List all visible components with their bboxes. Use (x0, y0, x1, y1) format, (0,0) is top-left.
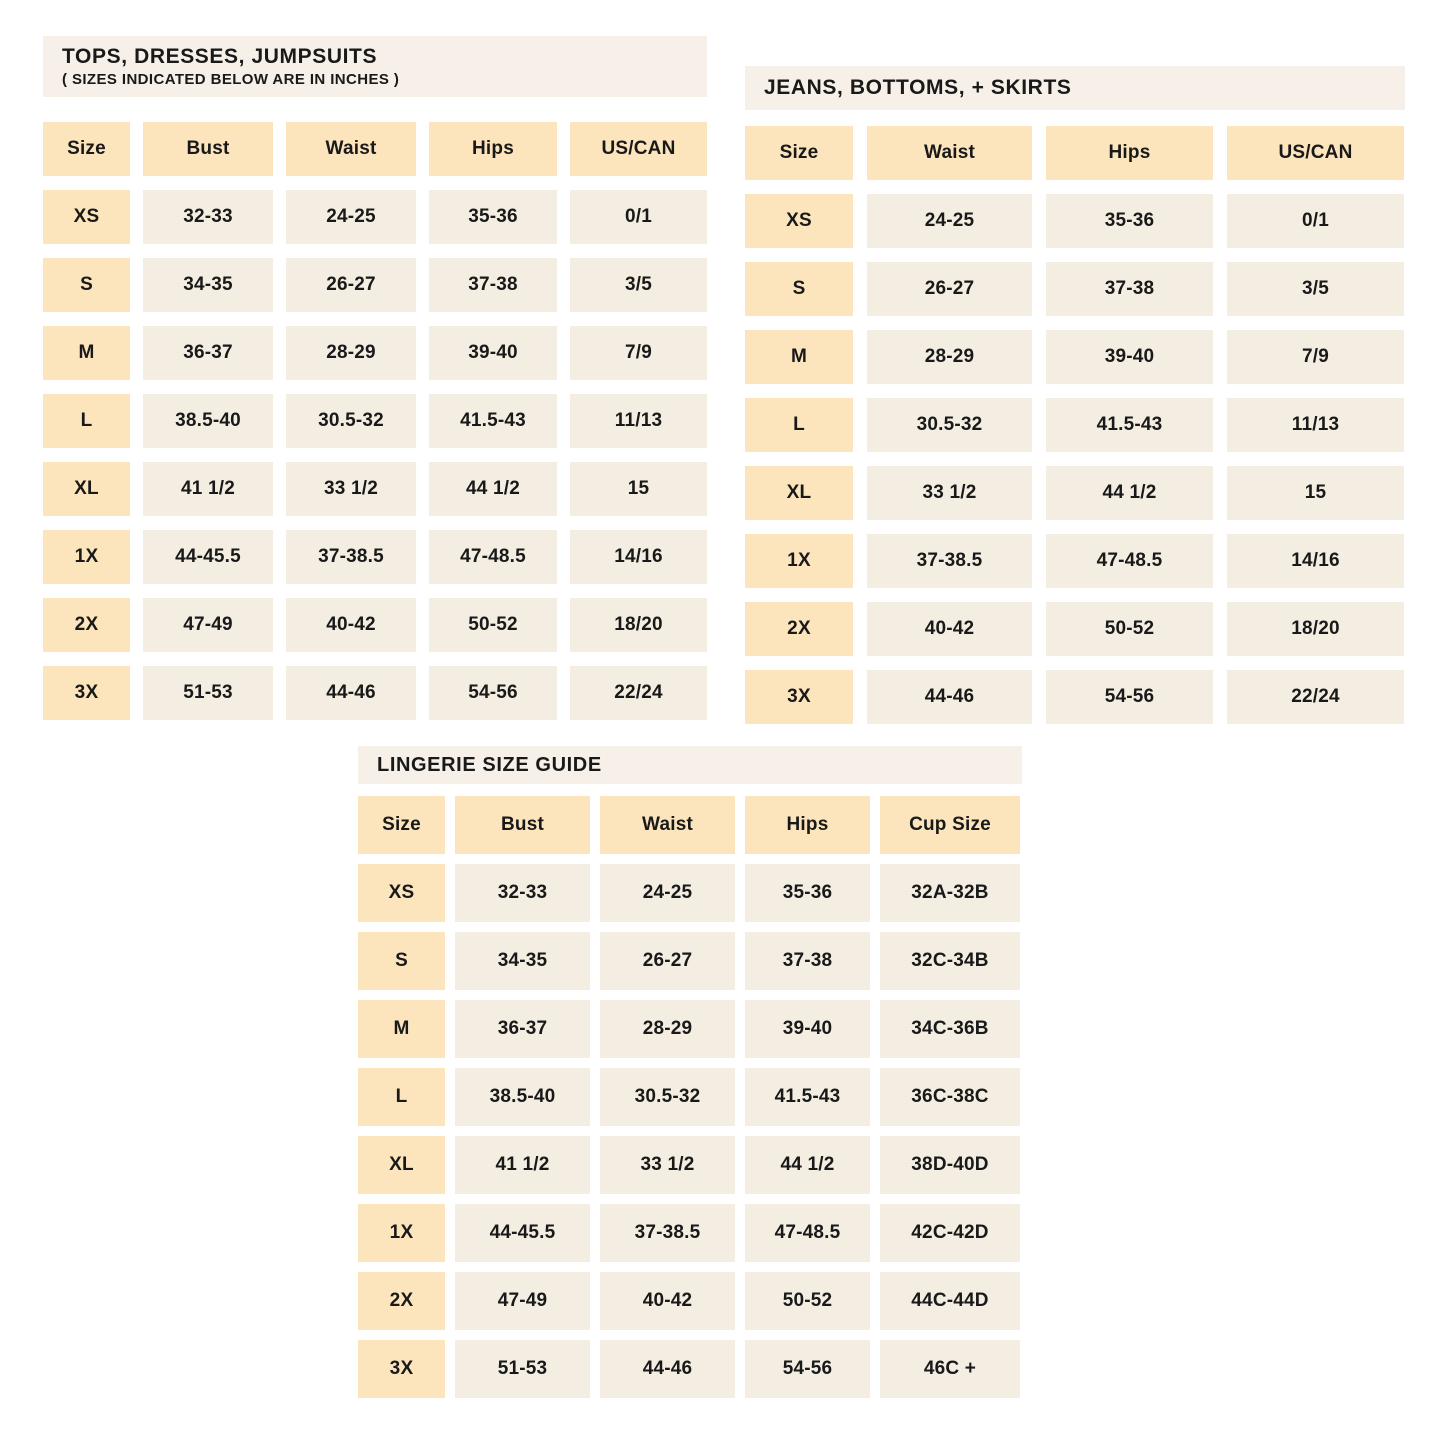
measurement-cell: 26-27 (600, 932, 735, 990)
size-label-cell: S (358, 932, 445, 990)
column-header-cell: Size (358, 796, 445, 854)
measurement-cell: 40-42 (600, 1272, 735, 1330)
column-header-cell: Waist (600, 796, 735, 854)
size-label-cell: XL (745, 466, 853, 520)
measurement-cell: 37-38 (1046, 262, 1213, 316)
size-label-cell: 2X (358, 1272, 445, 1330)
measurement-cell: 28-29 (600, 1000, 735, 1058)
measurement-cell: 33 1/2 (600, 1136, 735, 1194)
measurement-cell: 44-46 (600, 1340, 735, 1398)
size-label-cell: 3X (43, 666, 130, 720)
measurement-cell: 24-25 (286, 190, 416, 244)
measurement-cell: 11/13 (1227, 398, 1404, 452)
size-label-cell: XL (358, 1136, 445, 1194)
measurement-cell: 44-45.5 (455, 1204, 590, 1262)
measurement-cell: 36-37 (143, 326, 273, 380)
measurement-cell: 3/5 (570, 258, 707, 312)
measurement-cell: 47-48.5 (745, 1204, 870, 1262)
size-label-cell: M (745, 330, 853, 384)
measurement-cell: 33 1/2 (286, 462, 416, 516)
measurement-cell: 28-29 (286, 326, 416, 380)
measurement-cell: 39-40 (745, 1000, 870, 1058)
measurement-cell: 22/24 (570, 666, 707, 720)
column-header-cell: Hips (745, 796, 870, 854)
tops-section-title: TOPS, DRESSES, JUMPSUITS (62, 44, 378, 68)
tops-dresses-jumpsuits-section (43, 36, 707, 720)
column-header-cell: Size (745, 126, 853, 180)
column-header-cell: Cup Size (880, 796, 1020, 854)
lingerie-section-banner (358, 746, 1022, 784)
measurement-cell: 15 (570, 462, 707, 516)
measurement-cell: 24-25 (867, 194, 1032, 248)
column-header-cell: Hips (429, 122, 557, 176)
measurement-cell: 38D-40D (880, 1136, 1020, 1194)
measurement-cell: 35-36 (1046, 194, 1213, 248)
measurement-cell: 41 1/2 (455, 1136, 590, 1194)
measurement-cell: 32-33 (455, 864, 590, 922)
tops-section-banner (43, 36, 707, 97)
measurement-cell: 37-38.5 (867, 534, 1032, 588)
column-header-cell: Size (43, 122, 130, 176)
measurement-cell: 37-38 (429, 258, 557, 312)
measurement-cell: 40-42 (867, 602, 1032, 656)
measurement-cell: 47-49 (143, 598, 273, 652)
measurement-cell: 15 (1227, 466, 1404, 520)
measurement-cell: 44 1/2 (1046, 466, 1213, 520)
measurement-cell: 36-37 (455, 1000, 590, 1058)
measurement-cell: 11/13 (570, 394, 707, 448)
measurement-cell: 37-38.5 (286, 530, 416, 584)
size-label-cell: S (43, 258, 130, 312)
size-label-cell: 1X (745, 534, 853, 588)
measurement-cell: 30.5-32 (867, 398, 1032, 452)
measurement-cell: 54-56 (429, 666, 557, 720)
size-label-cell: 2X (745, 602, 853, 656)
measurement-cell: 41.5-43 (745, 1068, 870, 1126)
jeans-bottoms-skirts-section (745, 66, 1405, 724)
measurement-cell: 34-35 (455, 932, 590, 990)
size-label-cell: XL (43, 462, 130, 516)
measurement-cell: 30.5-32 (286, 394, 416, 448)
column-header-cell: US/CAN (570, 122, 707, 176)
measurement-cell: 50-52 (429, 598, 557, 652)
jeans-section-banner (745, 66, 1405, 110)
size-label-cell: M (43, 326, 130, 380)
column-header-cell: Waist (867, 126, 1032, 180)
measurement-cell: 32A-32B (880, 864, 1020, 922)
measurement-cell: 44-45.5 (143, 530, 273, 584)
measurement-cell: 47-48.5 (1046, 534, 1213, 588)
column-header-cell: Bust (455, 796, 590, 854)
measurement-cell: 47-49 (455, 1272, 590, 1330)
measurement-cell: 54-56 (745, 1340, 870, 1398)
measurement-cell: 41 1/2 (143, 462, 273, 516)
measurement-cell: 54-56 (1046, 670, 1213, 724)
measurement-cell: 40-42 (286, 598, 416, 652)
measurement-cell: 24-25 (600, 864, 735, 922)
measurement-cell: 18/20 (1227, 602, 1404, 656)
measurement-cell: 34-35 (143, 258, 273, 312)
size-label-cell: L (43, 394, 130, 448)
lingerie-size-table (358, 796, 1022, 1398)
column-header-cell: Waist (286, 122, 416, 176)
measurement-cell: 44 1/2 (745, 1136, 870, 1194)
measurement-cell: 38.5-40 (143, 394, 273, 448)
measurement-cell: 7/9 (570, 326, 707, 380)
column-header-cell: Hips (1046, 126, 1213, 180)
jeans-section-title: JEANS, BOTTOMS, + SKIRTS (764, 75, 1072, 99)
lingerie-section-title: LINGERIE SIZE GUIDE (377, 753, 602, 776)
measurement-cell: 44-46 (286, 666, 416, 720)
measurement-cell: 14/16 (570, 530, 707, 584)
size-label-cell: 1X (358, 1204, 445, 1262)
lingerie-size-guide-section (358, 746, 1022, 1398)
jeans-size-table (745, 126, 1405, 724)
tops-section-subtitle: ( SIZES INDICATED BELOW ARE IN INCHES ) (62, 71, 400, 89)
measurement-cell: 22/24 (1227, 670, 1404, 724)
measurement-cell: 37-38 (745, 932, 870, 990)
measurement-cell: 51-53 (455, 1340, 590, 1398)
measurement-cell: 28-29 (867, 330, 1032, 384)
size-label-cell: S (745, 262, 853, 316)
measurement-cell: 3/5 (1227, 262, 1404, 316)
measurement-cell: 51-53 (143, 666, 273, 720)
size-label-cell: M (358, 1000, 445, 1058)
measurement-cell: 37-38.5 (600, 1204, 735, 1262)
measurement-cell: 50-52 (1046, 602, 1213, 656)
measurement-cell: 39-40 (1046, 330, 1213, 384)
size-label-cell: L (358, 1068, 445, 1126)
size-label-cell: XS (43, 190, 130, 244)
measurement-cell: 7/9 (1227, 330, 1404, 384)
measurement-cell: 0/1 (570, 190, 707, 244)
measurement-cell: 39-40 (429, 326, 557, 380)
column-header-cell: US/CAN (1227, 126, 1404, 180)
size-label-cell: 2X (43, 598, 130, 652)
measurement-cell: 38.5-40 (455, 1068, 590, 1126)
measurement-cell: 41.5-43 (429, 394, 557, 448)
measurement-cell: 26-27 (286, 258, 416, 312)
measurement-cell: 42C-42D (880, 1204, 1020, 1262)
measurement-cell: 32C-34B (880, 932, 1020, 990)
measurement-cell: 44C-44D (880, 1272, 1020, 1330)
measurement-cell: 44 1/2 (429, 462, 557, 516)
measurement-cell: 36C-38C (880, 1068, 1020, 1126)
measurement-cell: 0/1 (1227, 194, 1404, 248)
size-label-cell: L (745, 398, 853, 452)
measurement-cell: 30.5-32 (600, 1068, 735, 1126)
measurement-cell: 35-36 (429, 190, 557, 244)
measurement-cell: 14/16 (1227, 534, 1404, 588)
measurement-cell: 47-48.5 (429, 530, 557, 584)
size-label-cell: 1X (43, 530, 130, 584)
size-label-cell: 3X (358, 1340, 445, 1398)
measurement-cell: 18/20 (570, 598, 707, 652)
measurement-cell: 26-27 (867, 262, 1032, 316)
measurement-cell: 32-33 (143, 190, 273, 244)
measurement-cell: 46C + (880, 1340, 1020, 1398)
measurement-cell: 33 1/2 (867, 466, 1032, 520)
measurement-cell: 34C-36B (880, 1000, 1020, 1058)
column-header-cell: Bust (143, 122, 273, 176)
size-label-cell: XS (745, 194, 853, 248)
measurement-cell: 44-46 (867, 670, 1032, 724)
size-label-cell: 3X (745, 670, 853, 724)
measurement-cell: 35-36 (745, 864, 870, 922)
measurement-cell: 50-52 (745, 1272, 870, 1330)
tops-size-table (43, 122, 707, 720)
size-label-cell: XS (358, 864, 445, 922)
measurement-cell: 41.5-43 (1046, 398, 1213, 452)
